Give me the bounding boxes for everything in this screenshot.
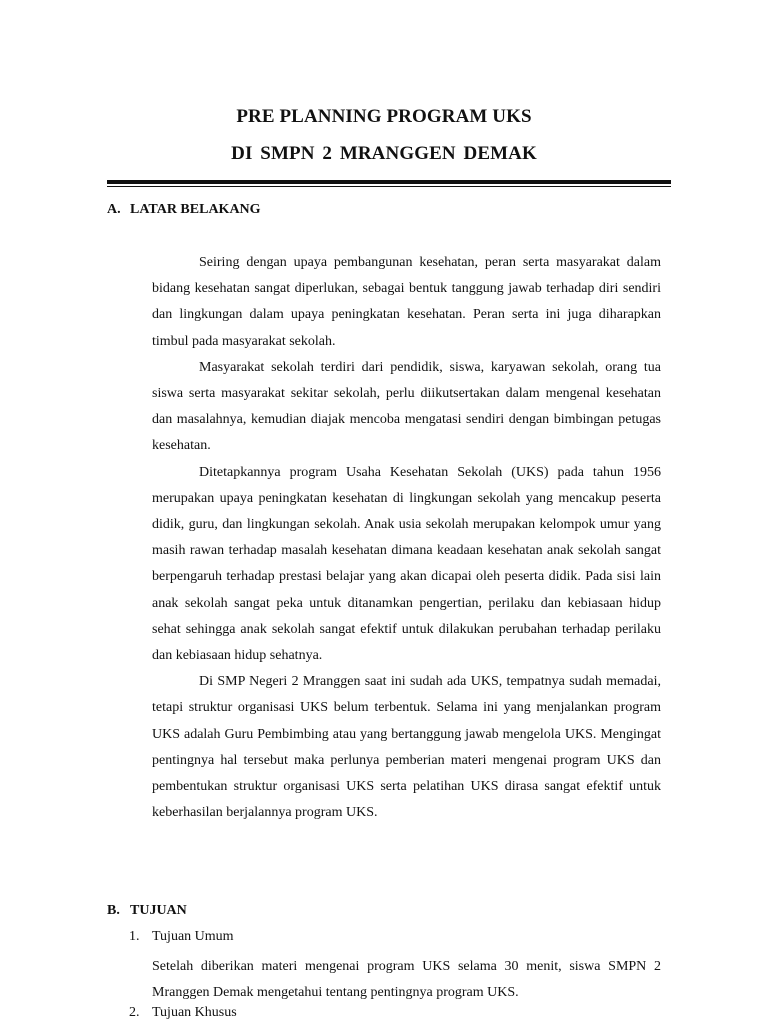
document-title-line2: DI SMPN 2 MRANGGEN DEMAK: [231, 143, 537, 164]
title-divider-thin: [107, 186, 671, 187]
document-title-line1: PRE PLANNING PROGRAM UKS: [236, 106, 532, 127]
tujuan-umum-body: [152, 954, 661, 1006]
section-b-marker: B.: [107, 903, 120, 918]
list-label: Tujuan Khusus: [152, 1005, 237, 1020]
paragraph: Masyarakat sekolah terdiri dari pendidik, siswa, karyawan sekolah, orang tua siswa serta masyarakat sekitar sekolah, perlu diikutsertakan dalam mengenal kesehatan dan masalahnya, kemudian diajak mencoba mengatasi sendiri dengan bimbingan petugas kesehatan.: [152, 359, 661, 454]
paragraph: Ditetapkannya program Usaha Kesehatan Sekolah (UKS) pada tahun 1956 merupakan upaya peningkatan kesehatan di lingkungan sekolah yang mencakup peserta didik, guru, dan lingkungan sekolah. Anak usia sekolah merupakan kelompok umur yang masih rawan terhadap masalah kesehatan dimana keadaan kesehatan anak sekolah sangat berpengaruh terhadap prestasi belajar yang akan dicapai oleh peserta didik. Pada sisi lain anak sekolah sangat peka untuk ditanamkan pengertian, perilaku dan kebiasaan hidup sehat sehingga anak sekolah sangat efektif untuk dilakukan perubahan terhadap perilaku dan kebiasaan hidup sehatnya.: [152, 464, 661, 664]
section-b-heading: [107, 903, 187, 919]
paragraph: Di SMP Negeri 2 Mranggen saat ini sudah ada UKS, tempatnya sudah memadai, tetapi struktur organisasi UKS belum terbentuk. Selama ini yang menjalankan program UKS adalah Guru Pembimbing atau yang bertanggung jawab mengelola UKS. Mengingat pentingnya hal tersebut maka perlunya pemberian materi mengenai program UKS dan pembentukan struktur organisasi UKS serta pelatihan UKS dirasa sangat efektif untuk keberhasilan berjalannya program UKS.: [152, 674, 661, 821]
section-a-marker: A.: [107, 202, 121, 217]
paragraph: Seiring dengan upaya pembangunan kesehatan, peran serta masyarakat dalam bidang kesehatan sangat diperlukan, sebagai bentuk tanggung jawab terhadap diri sendiri dan lingkungan dalam upaya peningkatan kesehatan. Peran serta ini juga diharapkan timbul pada masyarakat sekolah.: [152, 255, 661, 349]
list-number: 2.: [129, 1005, 140, 1020]
title-divider-thick: [107, 180, 671, 184]
list-item-tujuan-khusus: [129, 1005, 237, 1021]
section-a-heading: [107, 202, 261, 218]
section-b-title: TUJUAN: [130, 903, 187, 918]
list-item-tujuan-umum: [129, 929, 234, 945]
paragraph: Setelah diberikan materi mengenai program UKS selama 30 menit, siswa SMPN 2 Mranggen Demak mengetahui tentang pentingnya program UKS.: [152, 959, 661, 1001]
list-number: 1.: [129, 929, 140, 944]
section-a-title: LATAR BELAKANG: [130, 202, 261, 217]
list-label: Tujuan Umum: [152, 929, 234, 944]
section-a-body: [152, 250, 661, 826]
